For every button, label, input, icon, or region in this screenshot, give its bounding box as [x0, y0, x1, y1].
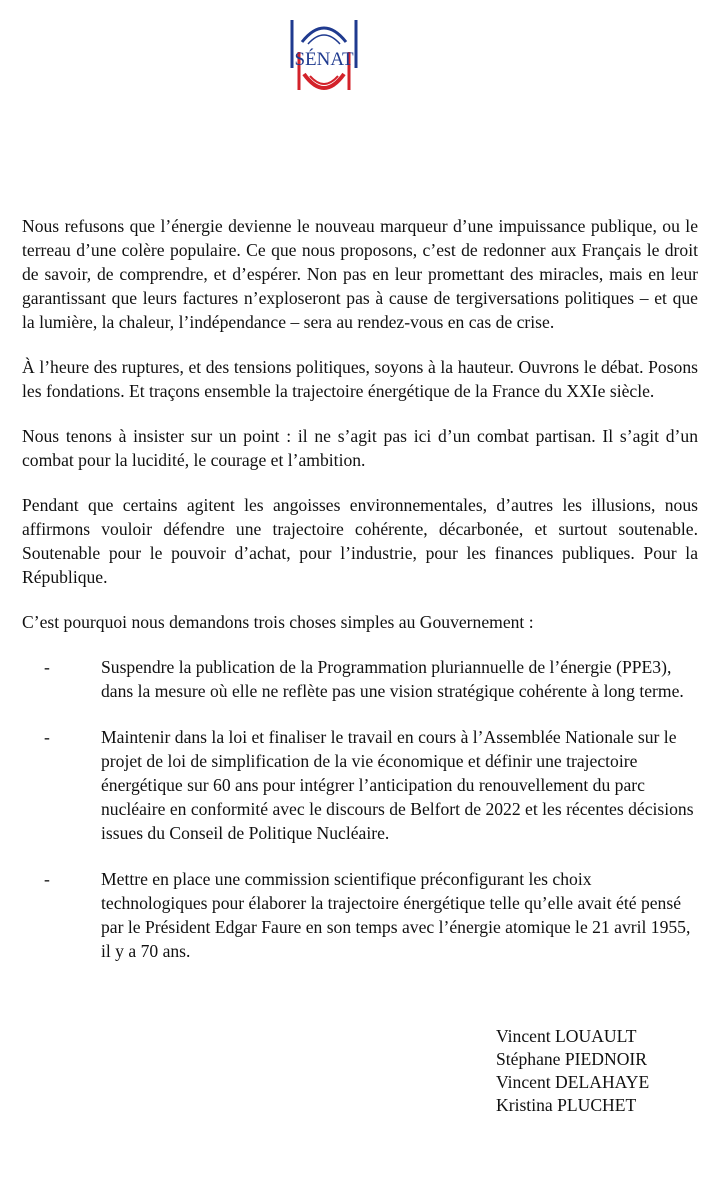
signatures-block: [496, 1025, 649, 1117]
paragraph-trajectory: Pendant que certains agitent les angoisses environnementales, d’autres les illusions, nous affirmons vouloir défendre une trajectoire cohérente, décarbonée, et surtout soutenable. Soutenable pour le pouvoir d’achat, pour l’industrie, pour les finances publiques. Pour la République.: [22, 495, 698, 587]
paragraph-ruptures: À l’heure des ruptures, et des tensions politiques, soyons à la hauteur. Ouvrons le débat. Posons les fondations. Et traçons ensemble la trajectoire énergétique de la France du XXIe siècle.: [22, 357, 698, 401]
demand-maintain-law: Maintenir dans la loi et finaliser le travail en cours à l’Assemblée Nationale sur le projet de loi de simplification de la vie économique et définir une trajectoire énergétique sur 60 ans pour intégrer l’anticipation du renouvellement du parc nucléaire en conformité avec le discours de Belfort de 2022 et les récentes décisions issues du Conseil de Politique Nucléaire.: [101, 727, 694, 843]
list-item: [22, 725, 698, 845]
dash-bullet: -: [44, 869, 50, 889]
paragraph-insist: Nous tenons à insister sur un point : il ne s’agit pas ici d’un combat partisan. Il s’agit d’un combat pour la lucidité, le courage et l’ambition.: [22, 426, 698, 470]
demand-suspend-ppe3: Suspendre la publication de la Programmation pluriannuelle de l’énergie (PPE3), dans la mesure où elle ne reflète pas une vision stratégique cohérente à long terme.: [101, 657, 684, 701]
paragraph-demands-intro: C’est pourquoi nous demandons trois choses simples au Gouvernement :: [22, 612, 534, 632]
paragraph-intro: Nous refusons que l’énergie devienne le nouveau marqueur d’une impuissance publique, ou le terreau d’une colère populaire. Ce que nous proposons, c’est de redonner aux Français le droit de savoir, de comprendre, et d’espérer. Non pas en leur promettant des miracles, mais en leur garantissant que leurs factures n’exploseront pas à cause de tergiversations politiques – et que la lumière, la chaleur, l’indépendance – sera au rendez-vous en cas de crise.: [22, 216, 698, 332]
senat-logo: [284, 12, 364, 104]
letter-body: [22, 214, 698, 985]
list-item: [22, 867, 698, 963]
logo-blue-arc-inner: [308, 35, 340, 44]
list-item: [22, 655, 698, 703]
senat-logo-graphic: [284, 12, 364, 104]
signatory-name: Vincent LOUAULT: [496, 1026, 637, 1046]
signatory-name: Stéphane PIEDNOIR: [496, 1049, 647, 1069]
demand-scientific-commission: Mettre en place une commission scientifique préconfigurant les choix technologiques pour élaborer la trajectoire énergétique telle qu’elle avait été pensé par le Président Edgar Faure en son temps avec l’énergie atomique le 21 avril 1955, il y a 70 ans.: [101, 869, 691, 961]
demands-list: [22, 655, 698, 963]
logo-text: SÉNAT: [294, 49, 354, 70]
signatory-name: Vincent DELAHAYE: [496, 1072, 650, 1092]
dash-bullet: -: [44, 727, 50, 747]
dash-bullet: -: [44, 657, 50, 677]
signatory-name: Kristina PLUCHET: [496, 1095, 637, 1115]
